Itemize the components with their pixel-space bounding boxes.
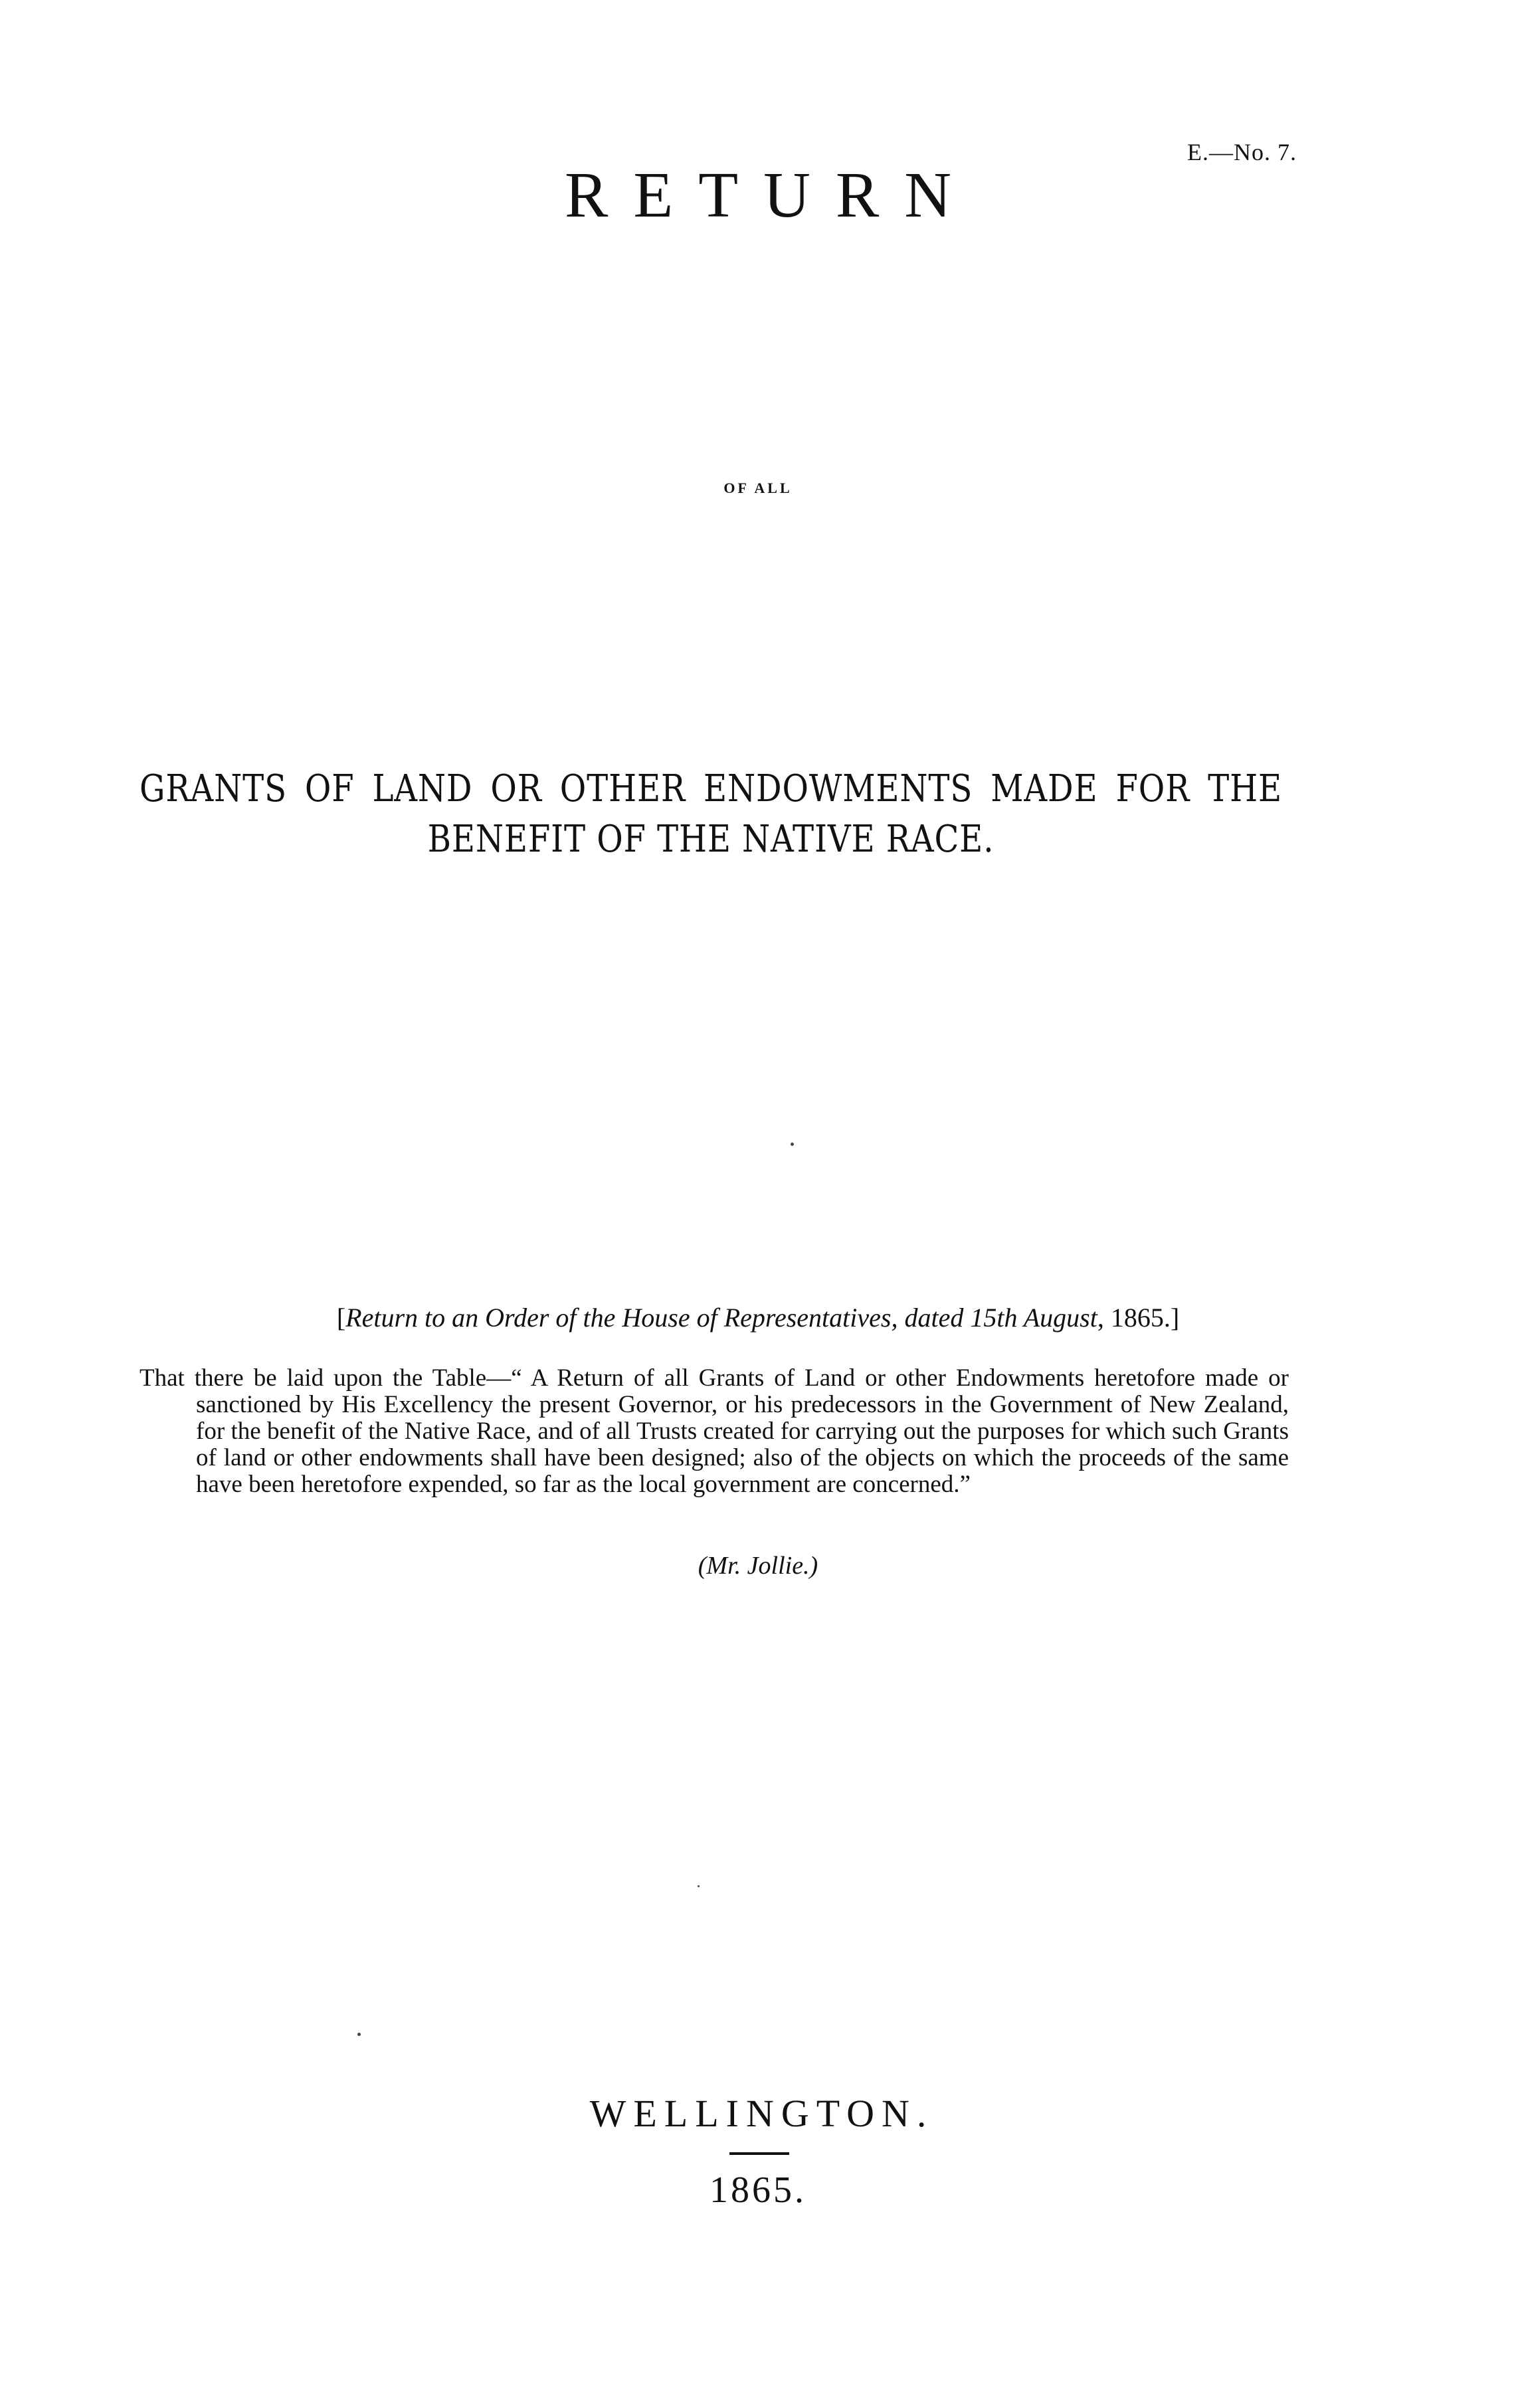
imprint-place: WELLINGTON.	[589, 2092, 934, 2135]
scan-speck	[698, 1885, 700, 1887]
resolution-paragraph: That there be laid upon the Table—“ A Return of all Grants of Land or other Endowments heretofore made or sanctioned by His Excellency the present Governor, or his predecessors in the Government of New Zealand, for the benefit of the Native Race, and of all Trusts created for carrying out the purposes for which such Grants of land or other endowments shall have been designed; also of the objects on which the proceeds of the same have been heretofore expended, so far as the local government are concerned.”	[140, 1364, 1289, 1498]
main-title-line-2: BENEFIT OF THE NATIVE RACE.	[427, 818, 995, 861]
main-title	[140, 764, 1282, 865]
imprint-rule	[729, 2152, 789, 2155]
order-year: , 1865.]	[1097, 1303, 1180, 1333]
scan-speck	[791, 1143, 794, 1146]
order-italic-text: Return to an Order of the House of Representatives, dated	[345, 1303, 971, 1333]
scan-speck	[357, 2033, 361, 2036]
return-title: RETURN	[565, 159, 977, 231]
mover-name: (Mr. Jollie.)	[698, 1552, 818, 1580]
imprint-year: 1865.	[710, 2170, 806, 2211]
order-date: 15th August	[970, 1303, 1097, 1333]
order-open-bracket: [	[336, 1303, 346, 1333]
order-reference	[0, 1302, 1516, 1333]
of-all-subtitle: OF ALL	[723, 480, 793, 496]
paper-number: E.—No. 7.	[1187, 139, 1297, 165]
main-title-line-1: GRANTS OF LAND OR OTHER ENDOWMENTS MADE FOR THE	[140, 767, 1282, 810]
